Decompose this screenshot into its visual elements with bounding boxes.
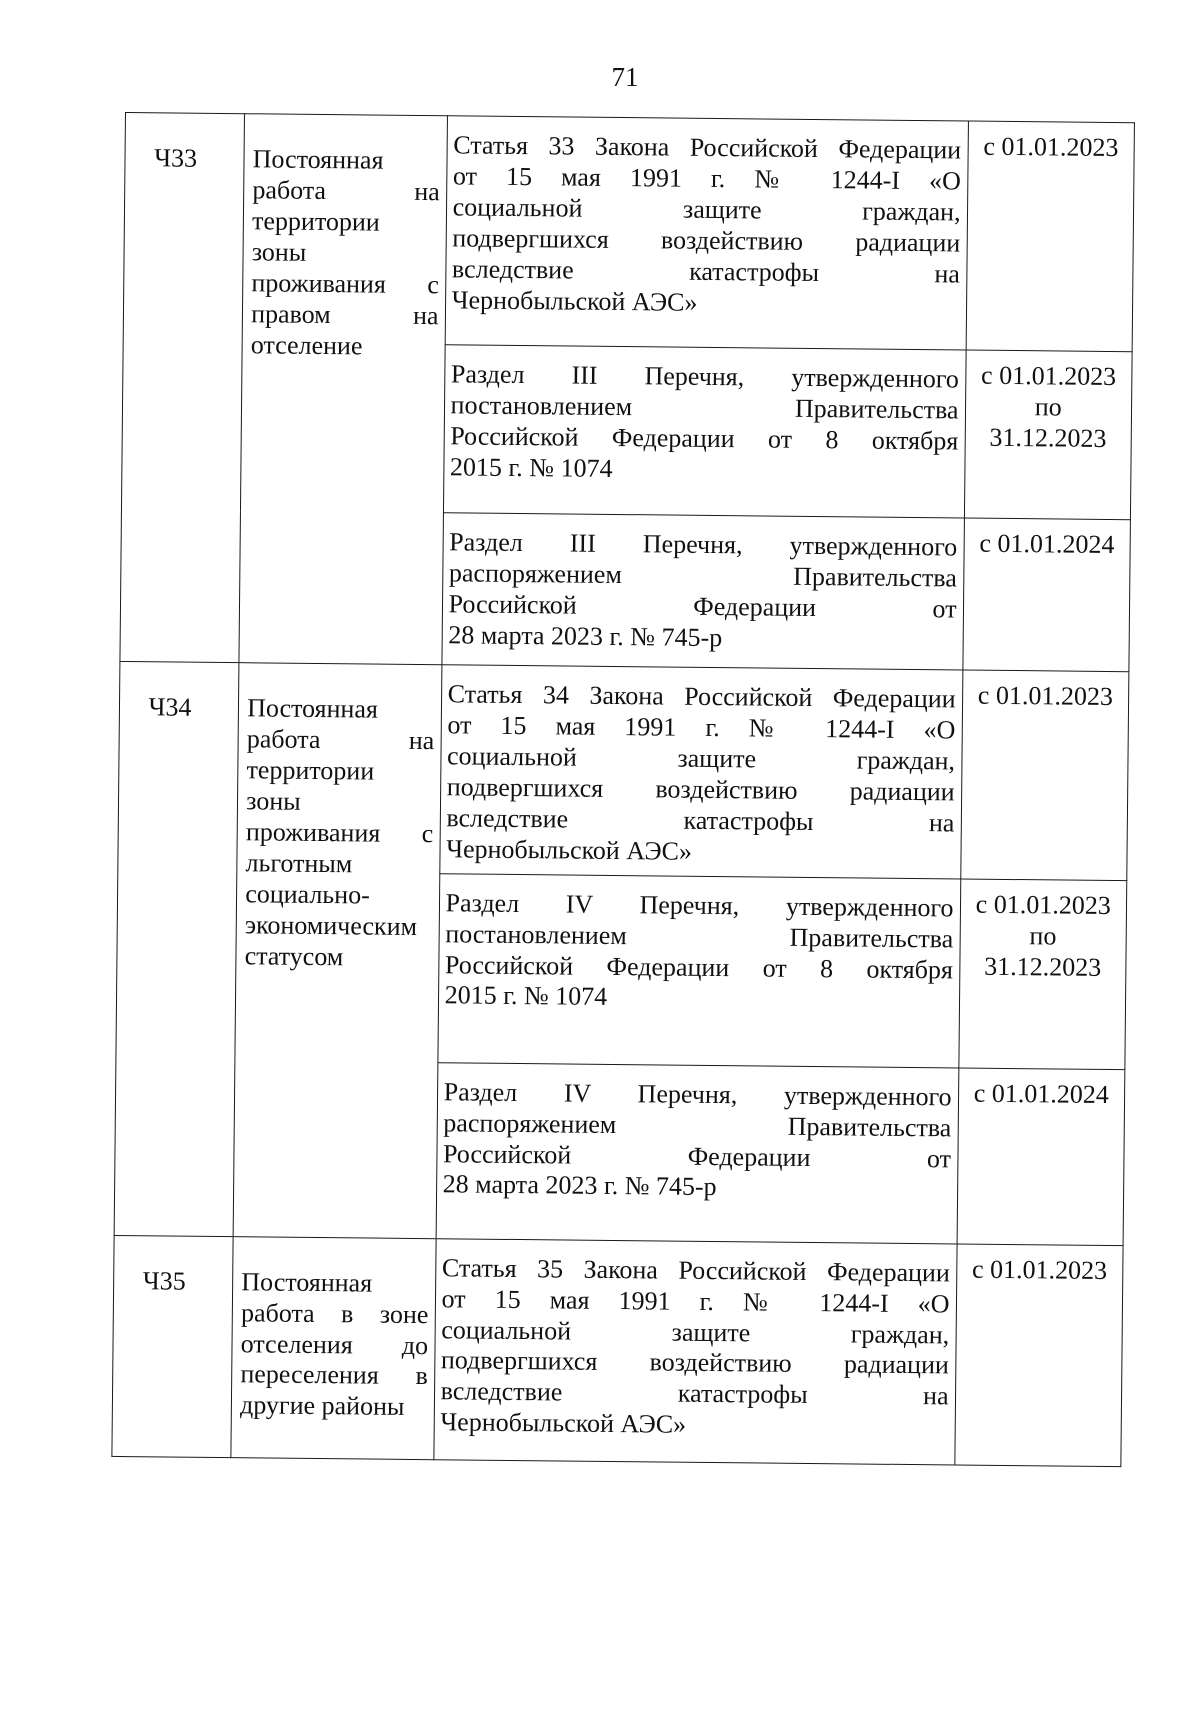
basis-line: постановлением Правительства	[445, 918, 954, 953]
legal-basis	[442, 513, 964, 670]
basis-line: 2015 г. № 1074	[449, 452, 613, 483]
work-line: другие районы	[239, 1390, 405, 1422]
row-code: Ч34	[114, 661, 239, 1236]
date-line: с 01.01.2024	[979, 528, 1115, 560]
table-row	[112, 1235, 1123, 1466]
basis-line: вследствие катастрофы на	[440, 1376, 949, 1411]
basis-line: подвергшихся воздействию радиации	[446, 772, 955, 807]
basis-line: Чернобыльской АЭС»	[446, 833, 693, 866]
work-line: работа на	[246, 724, 435, 756]
basis-line: Раздел III Перечня, утвержденного	[450, 359, 960, 394]
effective-period	[966, 121, 1135, 352]
basis-line: Раздел IV Перечня, утвержденного	[445, 887, 954, 923]
basis-line: вследствие катастрофы на	[451, 254, 961, 289]
work-line: экономическим	[244, 909, 418, 941]
legal-basis	[443, 345, 966, 518]
date-line: по	[1034, 392, 1062, 422]
basis-line: вследствие катастрофы на	[446, 803, 955, 838]
date-line: по	[1029, 920, 1057, 951]
work-line: работа на	[252, 175, 440, 207]
work-line: Постоянная	[247, 693, 379, 724]
basis-line: 28 марта 2023 г. № 745-р	[448, 620, 723, 652]
work-line: правом на	[251, 298, 439, 330]
work-line: территории	[246, 755, 375, 786]
date-line: с 01.01.2023	[980, 360, 1117, 392]
work-line: территории	[251, 206, 380, 237]
work-line: Постоянная	[252, 144, 384, 175]
date-line: с 01.01.2023	[983, 131, 1119, 163]
work-line: зоны	[246, 786, 301, 816]
basis-line: Российской Федерации от	[442, 1138, 952, 1173]
work-line: социально-	[245, 878, 370, 910]
effective-period	[958, 879, 1126, 1070]
basis-line: Статья 34 Закона Российской Федерации	[447, 679, 956, 714]
date-line: 31.12.2023	[989, 422, 1107, 453]
basis-line: подвергшихся воздействию радиации	[452, 223, 961, 258]
work-description	[239, 114, 447, 665]
work-line: работа в зоне	[240, 1297, 429, 1329]
document-table	[111, 112, 1135, 1467]
basis-line: от 15 мая 1991 г. № 1244-I «О	[441, 1283, 950, 1318]
legal-basis	[433, 1238, 956, 1464]
basis-line: Раздел III Перечня, утвержденного	[449, 527, 958, 562]
work-line: переселения в	[240, 1359, 428, 1391]
basis-line: Чернобыльской АЭС»	[451, 285, 698, 317]
basis-line: Российской Федерации от 8 октября	[450, 421, 959, 456]
date-line: с 01.01.2023	[977, 680, 1114, 712]
work-line: отселения до	[240, 1328, 429, 1360]
effective-period	[964, 350, 1132, 520]
basis-line: социальной защите граждан,	[452, 192, 961, 227]
effective-period	[957, 1068, 1125, 1246]
work-line: зоны	[251, 237, 307, 267]
table-body	[112, 113, 1135, 1467]
effective-period	[954, 1244, 1123, 1467]
legal-basis	[439, 665, 962, 879]
basis-line: Статья 33 Закона Российской Федерации	[453, 130, 962, 165]
basis-line: Российской Федерации от	[448, 589, 957, 624]
basis-line: 2015 г. № 1074	[444, 980, 608, 1012]
basis-line: распоряжением Правительства	[448, 558, 958, 593]
work-description	[231, 1236, 436, 1459]
date-line: 31.12.2023	[984, 951, 1102, 982]
work-line: отселение	[250, 329, 363, 361]
page-number: 71	[611, 62, 639, 92]
date-line: с 01.01.2023	[971, 1254, 1108, 1285]
basis-line: распоряжением Правительства	[443, 1107, 952, 1142]
effective-period	[960, 670, 1129, 880]
basis-line: Чернобыльской АЭС»	[440, 1407, 687, 1440]
basis-line: социальной защите граждан,	[441, 1314, 950, 1349]
row-code: Ч33	[120, 113, 245, 663]
legal-basis	[437, 873, 960, 1067]
basis-line: подвергшихся воздействию радиации	[440, 1345, 950, 1380]
date-line: с 01.01.2023	[975, 889, 1111, 920]
work-line: статусом	[244, 940, 344, 971]
basis-line: Российской Федерации от 8 октября	[444, 949, 954, 984]
basis-line: социальной защите граждан,	[446, 741, 956, 776]
work-line: Постоянная	[241, 1266, 373, 1298]
basis-line: от 15 мая 1991 г. № 1244-I «О	[447, 710, 956, 745]
basis-line: постановлением Правительства	[450, 390, 959, 425]
table-row	[123, 113, 1134, 352]
work-description	[233, 663, 441, 1239]
row-code: Ч35	[112, 1235, 233, 1457]
legal-basis	[436, 1062, 959, 1243]
effective-period	[962, 518, 1130, 672]
date-line: с 01.01.2024	[973, 1078, 1110, 1109]
table-row	[118, 661, 1129, 880]
basis-line: от 15 мая 1991 г. № 1244-I «О	[452, 161, 962, 196]
legal-basis	[445, 116, 968, 350]
work-line: проживания с	[245, 817, 434, 848]
basis-line: Раздел IV Перечня, утвержденного	[443, 1076, 952, 1112]
basis-line: Статья 35 Закона Российской Федерации	[441, 1252, 950, 1288]
work-line: проживания с	[251, 268, 440, 299]
basis-line: 28 марта 2023 г. № 745-р	[442, 1169, 717, 1202]
work-line: льготным	[245, 847, 353, 879]
